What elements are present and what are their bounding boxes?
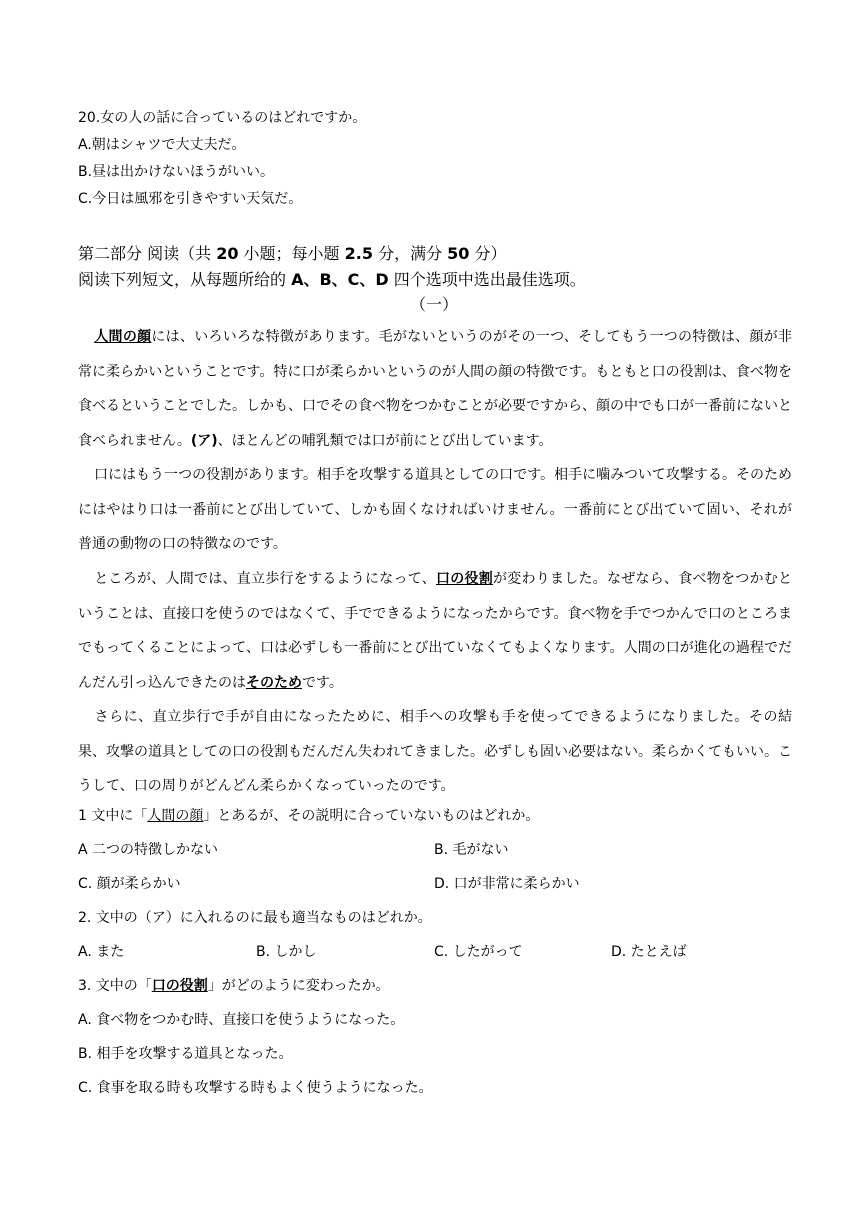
q2-option-a: A. また: [78, 944, 125, 960]
q3-option-c: C. 食事を取る時も攻撃する時もよく使うようになった。: [78, 1080, 433, 1096]
q20-option-b: B.昼は出かけないほうがいい。: [78, 164, 275, 180]
q20-option-a: A.朝はシャツで大丈夫だ。: [78, 137, 246, 153]
q20-option-c: C.今日は風邪を引きやすい天気だ。: [78, 191, 303, 207]
q1-option-d: D. 口が非常に柔らかい: [434, 876, 580, 892]
q3-underlined-term: 口の役割: [151, 978, 208, 994]
section-instructions: 阅读下列短文，从每题所给的 A、B、C、D 四个选项中选出最佳选项。: [78, 270, 586, 289]
q2-option-c: C. したがって: [434, 944, 523, 960]
q1-stem: 1 文中に「人間の顔」とあるが、その説明に合っていないものはどれか。: [78, 808, 540, 824]
q2-stem: 2. 文中の（ア）に入れるのに最も適当なものはどれか。: [78, 910, 432, 926]
q3-stem: 3. 文中の「口の役割」がどのように変わったか。: [78, 978, 390, 994]
passage-paragraph-3: ところが、人間では、直立歩行をするようになって、口の役割が変わりました。なぜなら、食べ物をつかむということは、直接口を使うのではなくて、手でできるようになったからです。食べ物を手でつかんで口のところまでもってくることによって、口は必ずしも一番前にとび出ていなくてもよくなります。人間の口が進化の過程でだんだん引っ込んできたのはそのためです。: [78, 571, 793, 691]
q2-option-d: D. たとえば: [611, 944, 687, 960]
q20-stem: 20.女の人の話に合っているのはどれですか。: [78, 110, 367, 126]
q3-option-a: A. 食べ物をつかむ時、直接口を使うようになった。: [78, 1012, 405, 1028]
section-title: 第二部分 阅读（共 20 小题；每小题 2.5 分，满分 50 分）: [78, 244, 507, 263]
q3-option-b: B. 相手を攻撃する道具となった。: [78, 1046, 293, 1062]
underlined-phrase-sono-tame: そのため: [246, 674, 302, 691]
q1-option-a: A 二つの特徴しかない: [78, 842, 219, 858]
q1-underlined-term: 人間の顔: [147, 808, 204, 824]
underlined-phrase-kuchi-no-yakuwari: 口の役割: [435, 571, 493, 587]
underlined-phrase-ningen-no-kao: 人間の顔: [94, 329, 152, 345]
q1-option-b: B. 毛がない: [434, 842, 509, 858]
passage-paragraph-4: さらに、直立歩行で手が自由になったために、相手への攻撃も手を使ってできるようになりました。その結果、攻撃の道具としての口の役割もだんだん失われてきました。必ずしも固い必要はない。柔らかくてもいい。こうして、口の周りがどんどん柔らかくなっていったのです。: [78, 709, 792, 794]
part-heading: （一）: [409, 295, 458, 314]
passage-paragraph-1: 人間の顔には、いろいろな特徴があります。毛がないというのがその一つ、そしてもう一つの特徴は、顔が非常に柔らかいということです。特に口が柔らかいというのが人間の顔の特徴です。もともと口の役割は、食べ物を食べるということでした。しかも、口でその食べ物をつかむことが必要ですから、顔の中でも口が一番前にないと食べられません。(ア)、ほとんどの哺乳類では口が前にとび出しています。: [78, 329, 793, 449]
q2-option-b: B. しかし: [256, 944, 317, 960]
blank-a: (ア): [190, 432, 218, 449]
q1-option-c: C. 顔が柔らかい: [78, 876, 181, 892]
passage-paragraph-2: 口にはもう一つの役割があります。相手を攻撃する道具としての口です。相手に噛みついて攻撃する。そのためにはやはり口は一番前にとび出していて、しかも固くなければいけません。一番前にとび出ていて固い、それが普通の動物の口の特徴なのです。: [78, 467, 792, 552]
